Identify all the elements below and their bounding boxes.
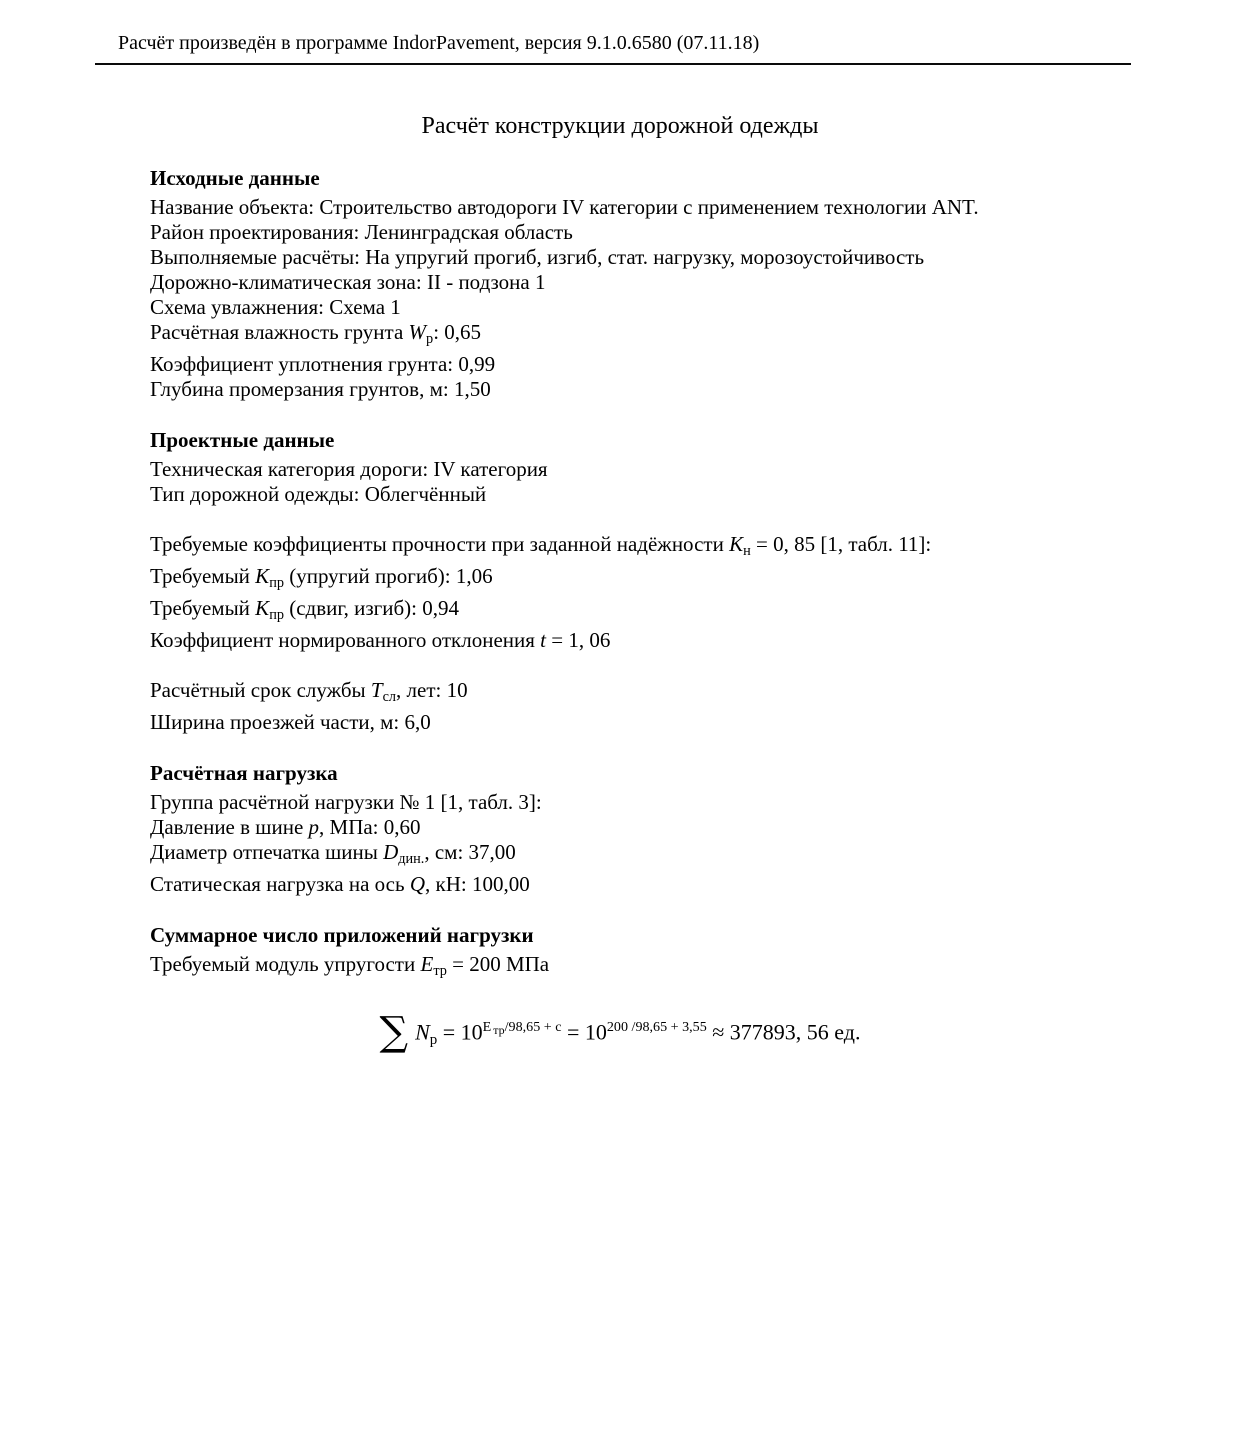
text-segment: = 1, 06: [546, 627, 611, 652]
text-segment: , лет: 10: [396, 677, 468, 702]
math-sub: тр: [433, 962, 447, 979]
line-road-category: Техническая категория дороги: IV категория: [150, 456, 548, 481]
math-var: K: [255, 563, 270, 588]
sum-symbol: ∑: [379, 1009, 409, 1056]
math-sub: пр: [269, 574, 284, 591]
exponent-rest: /98,65 + с: [504, 1018, 562, 1035]
header-divider: [95, 63, 1131, 65]
text-segment: Расчётная влажность грунта: [150, 320, 409, 344]
text-segment: (сдвиг, изгиб): 0,94: [283, 595, 460, 620]
text-segment: = 10: [561, 1019, 607, 1045]
text-segment: = 10: [437, 1019, 483, 1045]
section-heading-initial-data: Исходные данные: [150, 166, 320, 190]
math-sub: пр: [269, 606, 284, 623]
line-design-region: Район проектирования: Ленинградская область: [150, 220, 573, 244]
math-exponent: 200 /98,65 + 3,55: [606, 1018, 707, 1035]
formula-result: ≈ 377893, 56 ед.: [706, 1019, 861, 1045]
math-exponent: [483, 1019, 562, 1035]
math-sub: н: [743, 542, 751, 559]
header-note: Расчёт произведён в программе IndorPavement, версия 9.1.0.6580 (07.11.18): [118, 32, 760, 54]
line-static-load: [150, 872, 1090, 897]
report-body: [150, 166, 1090, 1067]
line-moisture-scheme: Схема увлажнения: Схема 1: [150, 295, 401, 319]
text-segment: Требуемый: [150, 595, 256, 620]
text-segment: = 0, 85 [1, табл. 11]:: [750, 531, 932, 556]
text-segment: Статическая нагрузка на ось: [150, 871, 410, 896]
line-strength-req: [150, 532, 1090, 564]
line-deviation-coeff: [150, 628, 1090, 653]
line-k-shear: [150, 596, 1090, 628]
page-title: Расчёт конструкции дорожной одежды: [421, 113, 819, 139]
section-heading-design-data: Проектные данные: [150, 427, 335, 452]
line-pavement-type: Тип дорожной одежды: Облегчённый: [150, 481, 487, 506]
exponent-sub: тр: [493, 1022, 505, 1037]
line-freezing-depth: Глубина промерзания грунтов, м: 1,50: [150, 376, 491, 401]
text-segment: Давление в шине: [150, 814, 309, 839]
text-segment: , кН: 100,00: [425, 871, 530, 896]
math-sub: сл: [382, 688, 397, 705]
line-tire-pressure: [150, 815, 1090, 840]
section-heading-load-sum: Суммарное число приложений нагрузки: [150, 922, 534, 947]
text-segment: , МПа: 0,60: [319, 814, 421, 839]
math-var: W: [408, 320, 427, 344]
exponent-base: Е: [482, 1018, 492, 1035]
line-required-modulus: [150, 952, 1090, 984]
line-load-group: Группа расчётной нагрузки № 1 [1, табл. 3]:: [150, 789, 542, 814]
load-sum-formula: [150, 1000, 1090, 1067]
math-var: Q: [409, 871, 425, 896]
line-service-life: [150, 678, 1090, 710]
line-soil-moisture: [150, 320, 1090, 352]
math-sub: р: [429, 1031, 438, 1048]
text-segment: Диаметр отпечатка шины: [150, 839, 384, 864]
math-var: K: [729, 531, 744, 556]
text-segment: = 200 МПа: [446, 951, 550, 976]
text-segment: Требуемый модуль упругости: [150, 951, 421, 976]
text-segment: : 0,65: [433, 320, 482, 344]
math-var: N: [415, 1019, 430, 1045]
math-var: K: [255, 595, 270, 620]
text-segment: Требуемые коэффициенты прочности при заданной надёжности: [150, 531, 730, 556]
line-calculations: Выполняемые расчёты: На упругий прогиб, изгиб, стат. нагрузку, морозоустойчивость: [150, 245, 925, 269]
math-sub: р: [426, 330, 434, 347]
text-segment: Коэффициент нормированного отклонения: [150, 627, 541, 652]
math-var: p: [308, 814, 320, 839]
math-var: E: [420, 951, 434, 976]
text-segment: , см: 37,00: [424, 839, 516, 864]
line-climate-zone: Дорожно-климатическая зона: II - подзона 1: [150, 270, 546, 294]
text-segment: Расчётный срок службы: [150, 677, 371, 702]
line-object-name: Название объекта: Строительство автодороги IV категории с применением технологии ANT.: [150, 195, 979, 219]
line-tire-diameter: [150, 840, 1090, 872]
math-sub: дин.: [398, 850, 425, 867]
line-road-width: Ширина проезжей части, м: 6,0: [150, 709, 431, 734]
math-var: t: [540, 627, 546, 652]
text-segment: Требуемый: [150, 563, 256, 588]
line-k-elastic: [150, 564, 1090, 596]
math-var: D: [383, 839, 399, 864]
text-segment: (упругий прогиб): 1,06: [283, 563, 493, 588]
section-heading-design-load: Расчётная нагрузка: [150, 760, 338, 785]
math-var: T: [370, 677, 383, 702]
line-compaction: Коэффициент уплотнения грунта: 0,99: [150, 351, 496, 376]
